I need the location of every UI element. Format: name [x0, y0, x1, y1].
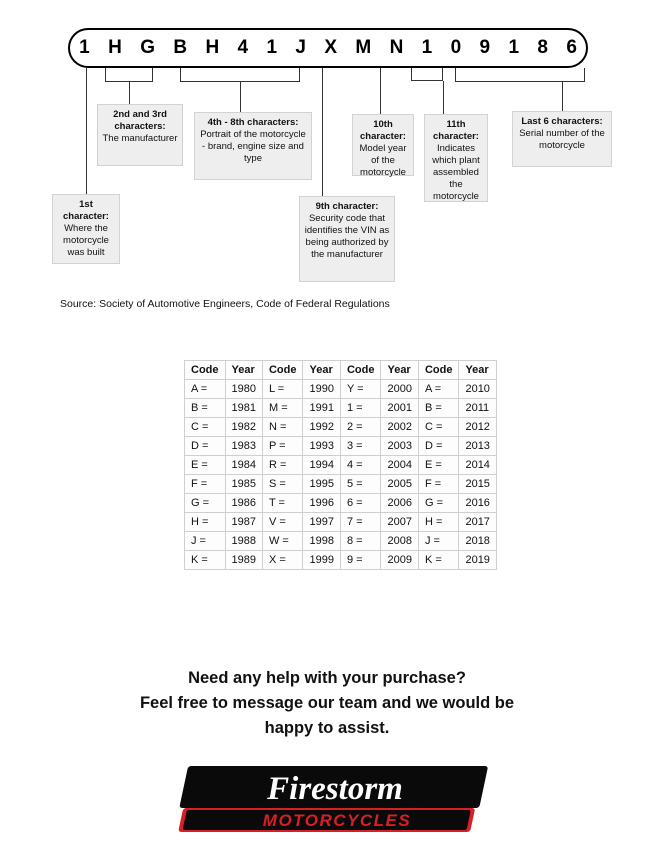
year-cell: 2013 — [459, 437, 496, 456]
column-header: Code — [262, 361, 303, 380]
year-cell: 1988 — [225, 532, 262, 551]
year-cell: 1987 — [225, 513, 262, 532]
code-cell: E = — [185, 456, 226, 475]
code-cell: A = — [185, 380, 226, 399]
column-header: Year — [225, 361, 262, 380]
code-cell: W = — [262, 532, 303, 551]
code-cell: C = — [185, 418, 226, 437]
year-cell: 2006 — [381, 494, 418, 513]
year-cell: 2003 — [381, 437, 418, 456]
callout-body: Serial number of the motorcycle — [519, 128, 605, 151]
column-header: Year — [459, 361, 496, 380]
year-cell: 2002 — [381, 418, 418, 437]
year-cell: 2008 — [381, 532, 418, 551]
vin-char: 1 — [508, 37, 520, 58]
code-cell: G = — [418, 494, 459, 513]
vin-char: H — [205, 37, 220, 58]
year-cell: 2000 — [381, 380, 418, 399]
table-row — [185, 551, 497, 570]
firestorm-motorcycles-logo — [167, 762, 497, 842]
code-cell: 5 = — [340, 475, 381, 494]
table-row — [185, 456, 497, 475]
table-row — [185, 475, 497, 494]
year-cell: 1993 — [303, 437, 340, 456]
year-cell: 2014 — [459, 456, 496, 475]
code-cell: F = — [185, 475, 226, 494]
code-cell: F = — [418, 475, 459, 494]
table-row — [185, 437, 497, 456]
code-cell: E = — [418, 456, 459, 475]
code-cell: B = — [418, 399, 459, 418]
table-header-row — [185, 361, 497, 380]
year-cell: 2010 — [459, 380, 496, 399]
year-cell: 2012 — [459, 418, 496, 437]
code-cell: 9 = — [340, 551, 381, 570]
table-row — [185, 380, 497, 399]
year-cell: 2004 — [381, 456, 418, 475]
source-citation: Source: Society of Automotive Engineers, Code of Federal Regulations — [60, 298, 390, 310]
code-cell: T = — [262, 494, 303, 513]
vin-char: 1 — [266, 37, 278, 58]
year-cell: 1985 — [225, 475, 262, 494]
callout-last-six-characters — [512, 111, 612, 167]
vin-char: 8 — [537, 37, 548, 58]
code-cell: X = — [262, 551, 303, 570]
callout-title: 2nd and 3rd characters: — [113, 109, 167, 132]
year-cell: 2011 — [459, 399, 496, 418]
help-line-3: happy to assist. — [264, 719, 390, 737]
callout-body: The manufacturer — [102, 133, 178, 144]
bracket-fourth-eighth — [180, 68, 300, 82]
vin-char: B — [173, 37, 188, 58]
callout-title: 11th character: — [433, 119, 479, 142]
code-cell: P = — [262, 437, 303, 456]
code-cell: V = — [262, 513, 303, 532]
year-cell: 1997 — [303, 513, 340, 532]
table-row — [185, 494, 497, 513]
code-cell: K = — [418, 551, 459, 570]
code-cell: R = — [262, 456, 303, 475]
column-header: Year — [381, 361, 418, 380]
column-header: Code — [340, 361, 381, 380]
column-header: Code — [418, 361, 459, 380]
vin-char: J — [295, 37, 306, 58]
table-row — [185, 532, 497, 551]
year-cell: 1989 — [225, 551, 262, 570]
callout-eleventh-character — [424, 114, 488, 202]
callout-title: Last 6 characters: — [521, 116, 603, 127]
year-cell: 2018 — [459, 532, 496, 551]
vin-char: 6 — [566, 37, 577, 58]
help-message — [40, 666, 614, 741]
callout-ninth-character — [299, 196, 395, 282]
code-cell: L = — [262, 380, 303, 399]
callout-tenth-character — [352, 114, 414, 176]
leader-line-fourth-eighth — [240, 82, 241, 112]
callout-fourth-eighth-characters — [194, 112, 312, 180]
year-cell: 2005 — [381, 475, 418, 494]
logo-secondary-text: MOTORCYCLES — [262, 811, 412, 830]
year-cell: 1994 — [303, 456, 340, 475]
code-cell: Y = — [340, 380, 381, 399]
year-cell: 2009 — [381, 551, 418, 570]
year-cell: 1983 — [225, 437, 262, 456]
callout-first-character — [52, 194, 120, 264]
code-cell: 8 = — [340, 532, 381, 551]
year-cell: 1998 — [303, 532, 340, 551]
year-cell: 2019 — [459, 551, 496, 570]
callout-title: 4th - 8th characters: — [207, 117, 299, 128]
vin-char: X — [324, 37, 338, 58]
leader-line-tenth — [380, 68, 381, 114]
code-cell: C = — [418, 418, 459, 437]
code-cell: D = — [418, 437, 459, 456]
vin-char: G — [140, 37, 155, 58]
help-line-1: Need any help with your purchase? — [188, 669, 466, 687]
code-cell: H = — [185, 513, 226, 532]
callout-body: Model year of the motorcycle — [359, 143, 407, 178]
callout-title: 9th character: — [315, 201, 379, 212]
code-cell: B = — [185, 399, 226, 418]
code-cell: 3 = — [340, 437, 381, 456]
bracket-second-third — [105, 68, 153, 82]
table-row — [185, 399, 497, 418]
leader-line-eleventh — [443, 81, 444, 114]
code-cell: M = — [262, 399, 303, 418]
code-cell: K = — [185, 551, 226, 570]
code-cell: 6 = — [340, 494, 381, 513]
year-cell: 2007 — [381, 513, 418, 532]
vin-char: 4 — [237, 37, 249, 58]
callout-title: 10th character: — [360, 119, 406, 142]
leader-line-first-char — [86, 68, 87, 194]
code-cell: A = — [418, 380, 459, 399]
bracket-last-six — [455, 68, 585, 82]
bracket-eleventh — [411, 68, 443, 81]
table-row — [185, 513, 497, 532]
leader-line-ninth — [322, 68, 323, 196]
year-cell: 1980 — [225, 380, 262, 399]
year-cell: 2017 — [459, 513, 496, 532]
year-cell: 2016 — [459, 494, 496, 513]
callout-body: Indicates which plant assembled the motorcycle — [432, 143, 480, 202]
model-year-code-table — [184, 360, 497, 570]
code-cell: N = — [262, 418, 303, 437]
year-cell: 2015 — [459, 475, 496, 494]
year-cell: 1984 — [225, 456, 262, 475]
year-cell: 1986 — [225, 494, 262, 513]
code-cell: 2 = — [340, 418, 381, 437]
callout-body: Security code that identifies the VIN as being authorized by the manufacturer — [304, 213, 390, 260]
year-cell: 1995 — [303, 475, 340, 494]
callout-title: 1st character: — [63, 199, 109, 222]
code-cell: S = — [262, 475, 303, 494]
leader-line-second-third — [129, 82, 130, 104]
vin-char: 1 — [421, 37, 433, 58]
code-cell: G = — [185, 494, 226, 513]
callout-body: Portrait of the motorcycle - brand, engine size and type — [200, 129, 306, 164]
year-cell: 1982 — [225, 418, 262, 437]
help-line-2: Feel free to message our team and we would be — [139, 694, 515, 712]
vin-char: 9 — [479, 37, 491, 58]
vin-char: N — [389, 37, 404, 58]
vin-char: 0 — [450, 37, 462, 58]
code-cell: D = — [185, 437, 226, 456]
callout-second-third-characters — [97, 104, 183, 166]
logo-primary-text: Firestorm — [267, 771, 403, 807]
table-row — [185, 418, 497, 437]
code-cell: H = — [418, 513, 459, 532]
year-cell: 1992 — [303, 418, 340, 437]
callout-body: Where the motorcycle was built — [63, 223, 109, 258]
code-cell: 4 = — [340, 456, 381, 475]
vin-char: M — [355, 37, 372, 58]
code-cell: 1 = — [340, 399, 381, 418]
year-cell: 2001 — [381, 399, 418, 418]
year-cell: 1981 — [225, 399, 262, 418]
column-header: Code — [185, 361, 226, 380]
code-cell: 7 = — [340, 513, 381, 532]
year-cell: 1999 — [303, 551, 340, 570]
vin-char: H — [108, 37, 122, 58]
column-header: Year — [303, 361, 340, 380]
year-cell: 1990 — [303, 380, 340, 399]
year-cell: 1991 — [303, 399, 340, 418]
code-cell: J = — [418, 532, 459, 551]
vin-char: 1 — [79, 37, 90, 58]
code-cell: J = — [185, 532, 226, 551]
year-cell: 1996 — [303, 494, 340, 513]
leader-line-last-six — [562, 82, 563, 111]
vin-number-strip — [68, 28, 588, 68]
